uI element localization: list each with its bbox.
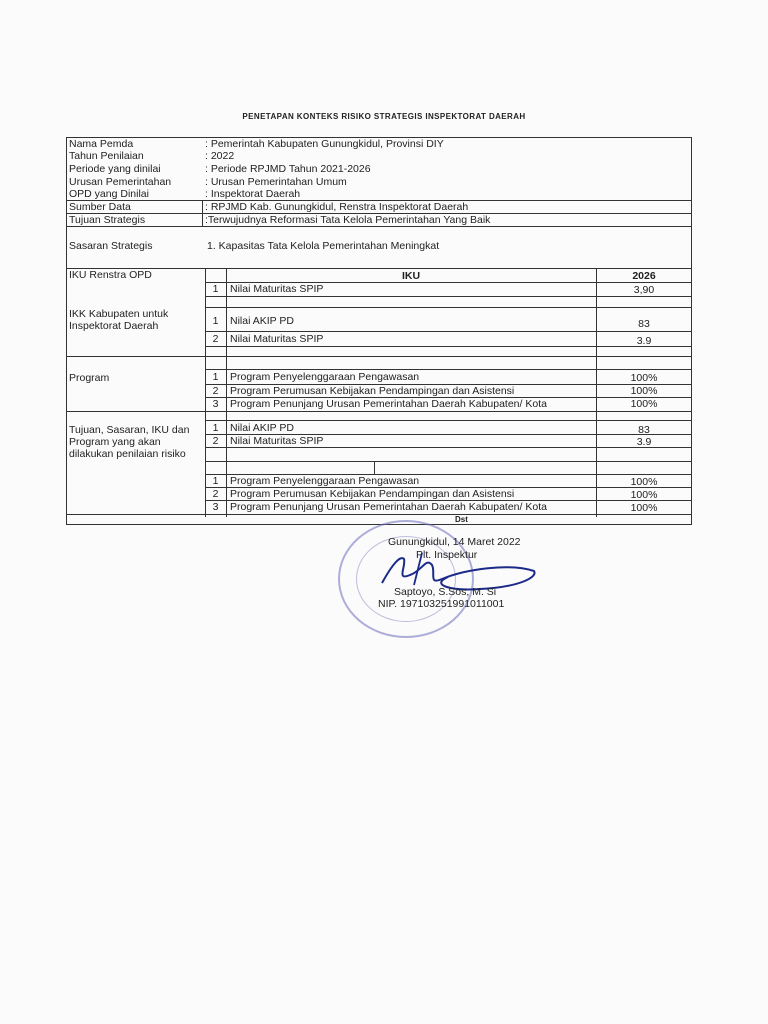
year-column-header: 2026: [632, 270, 656, 282]
program-row-value: 100%: [630, 385, 658, 397]
risk-program-row-number: 1: [212, 475, 219, 487]
program-row-value: 100%: [630, 398, 658, 410]
iku-row-value: 3,90: [633, 284, 655, 296]
risk-program-row-name: Program Penyelenggaraan Pengawasan: [230, 475, 420, 487]
label-program: Program: [69, 372, 110, 384]
value-urusan: : Urusan Pemerintahan Umum: [205, 176, 347, 188]
label-sumber-data: Sumber Data: [69, 201, 131, 213]
iku-row-name: Nilai Maturitas SPIP: [230, 283, 324, 295]
ikk-row-value: 83: [638, 318, 650, 330]
label-opd: OPD yang Dinilai: [69, 188, 149, 200]
program-row-name: Program Perumusan Kebijakan Pendampingan dan Asistensi: [230, 385, 515, 397]
risk-program-row-name: Program Penunjang Urusan Pemerintahan Daerah Kabupaten/ Kota: [230, 501, 547, 513]
label-iku-renstra: IKU Renstra OPD: [69, 269, 152, 281]
program-row-number: 2: [212, 385, 219, 397]
label-nama-pemda: Nama Pemda: [69, 138, 134, 150]
risk-program-row-number: 3: [212, 501, 219, 513]
risk-iku-row-value: 83: [638, 424, 650, 436]
dst-label: Dst: [455, 515, 468, 524]
program-row-name: Program Penyelenggaraan Pengawasan: [230, 371, 420, 383]
value-tujuan-strategis: :Terwujudnya Reformasi Tata Kelola Pemerintahan Yang Baik: [205, 214, 491, 226]
iku-column-header: IKU: [401, 270, 421, 282]
value-sumber-data: : RPJMD Kab. Gunungkidul, Renstra Inspektorat Daerah: [205, 201, 469, 213]
risk-program-row-value: 100%: [630, 489, 658, 501]
value-sasaran-strategis: 1. Kapasitas Tata Kelola Pemerintahan Meningkat: [207, 240, 440, 252]
ikk-row-number: 2: [212, 333, 219, 345]
risk-program-row-number: 2: [212, 488, 219, 500]
ikk-row-value: 3.9: [636, 335, 652, 347]
label-tujuan-strategis: Tujuan Strategis: [69, 214, 146, 226]
risk-iku-row-name: Nilai Maturitas SPIP: [230, 435, 324, 447]
risk-iku-row-number: 2: [212, 435, 219, 447]
value-opd: : Inspektorat Daerah: [205, 188, 301, 200]
risk-iku-row-name: Nilai AKIP PD: [230, 422, 294, 434]
risk-program-row-value: 100%: [630, 476, 658, 488]
ikk-row-name: Nilai Maturitas SPIP: [230, 333, 324, 345]
label-sasaran-strategis: Sasaran Strategis: [69, 240, 153, 252]
signature-place-date: Gunungkidul, 14 Maret 2022: [388, 536, 521, 548]
ikk-row-number: 1: [212, 315, 219, 327]
iku-row-number: 1: [212, 283, 219, 295]
program-row-name: Program Penunjang Urusan Pemerintahan Daerah Kabupaten/ Kota: [230, 398, 547, 410]
label-tahun-penilaian: Tahun Penilaian: [69, 150, 144, 162]
label-periode: Periode yang dinilai: [69, 163, 161, 175]
program-row-number: 3: [212, 398, 219, 410]
document-title: PENETAPAN KONTEKS RISIKO STRATEGIS INSPEKTORAT DAERAH: [242, 112, 526, 121]
signature-name: Saptoyo, S.Sos, M. Si: [394, 586, 497, 598]
label-urusan: Urusan Pemerintahan: [69, 176, 172, 188]
value-periode: : Periode RPJMD Tahun 2021-2026: [205, 163, 371, 175]
risk-program-row-value: 100%: [630, 502, 658, 514]
value-nama-pemda: : Pemerintah Kabupaten Gunungkidul, Provinsi DIY: [205, 138, 444, 150]
signature-nip: NIP. 197103251991011001: [378, 598, 505, 610]
label-ikk-kabupaten: IKK Kabupaten untuk Inspektorat Daerah: [69, 308, 169, 332]
program-row-number: 1: [212, 371, 219, 383]
ikk-row-name: Nilai AKIP PD: [230, 315, 294, 327]
signature-role: Plt. Inspektur: [416, 549, 478, 561]
risk-iku-row-number: 1: [212, 422, 219, 434]
label-risk-targets: Tujuan, Sasaran, IKU dan Program yang akan dilakukan penilaian risiko: [69, 424, 190, 460]
value-tahun-penilaian: : 2022: [205, 150, 235, 162]
program-row-value: 100%: [630, 372, 658, 384]
risk-program-row-name: Program Perumusan Kebijakan Pendampingan dan Asistensi: [230, 488, 515, 500]
risk-iku-row-value: 3.9: [636, 436, 652, 448]
